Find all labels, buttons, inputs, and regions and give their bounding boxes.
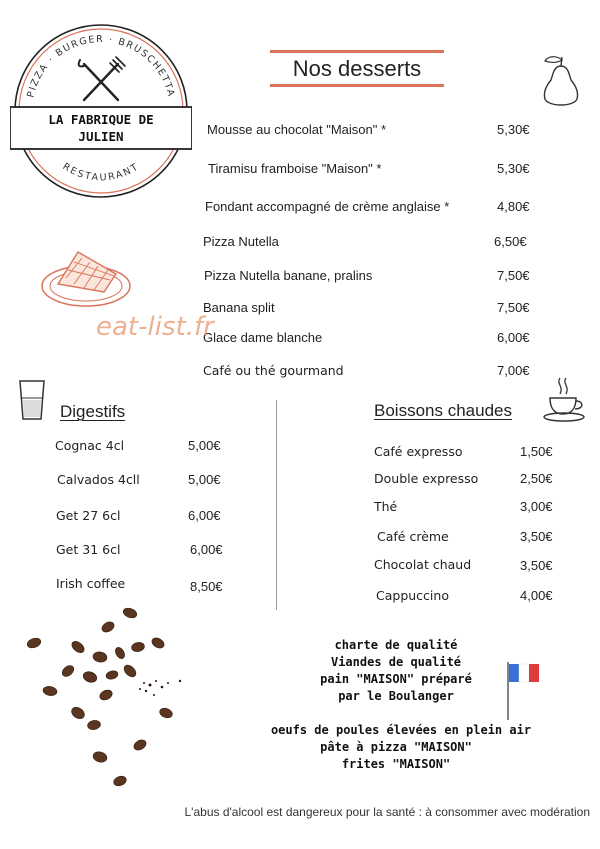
- french-flag-icon: [504, 660, 542, 722]
- glass-icon: [17, 378, 47, 422]
- logo-name-line1: LA FABRIQUE DE: [48, 112, 154, 127]
- dessert-item-price: 7,00€: [497, 363, 530, 378]
- footer-warning: L'abus d'alcool est dangereux pour la santé : à consommer avec modération: [184, 805, 590, 819]
- dessert-item-name: Pizza Nutella banane, pralins: [204, 268, 373, 283]
- boisson-item-name: Thé: [374, 499, 398, 514]
- boisson-item-price: 3,50€: [520, 529, 553, 544]
- boisson-item-name: Café crème: [377, 529, 449, 544]
- boissons-title: Boissons chaudes: [374, 401, 512, 420]
- dessert-item-name: Fondant accompagné de crème anglaise *: [205, 199, 450, 214]
- desserts-title: Nos desserts: [292, 56, 422, 81]
- boisson-item-name: Chocolat chaud: [374, 557, 472, 572]
- digestif-item-price: 8,50€: [190, 579, 223, 594]
- digestif-item-name: Cognac 4cl: [55, 438, 125, 453]
- digestif-item-name: Calvados 4cll: [57, 472, 140, 487]
- digestif-item-price: 5,00€: [188, 472, 221, 487]
- pie-icon: [38, 240, 134, 312]
- quality-line: Viandes de qualité: [330, 655, 462, 669]
- boisson-item-price: 4,00€: [520, 588, 553, 603]
- pear-icon: [536, 52, 586, 110]
- dessert-item-price: 5,30€: [497, 161, 530, 176]
- dessert-item-price: 6,50€: [494, 234, 527, 249]
- restaurant-logo: [10, 20, 192, 202]
- digestif-item-price: 5,00€: [188, 438, 221, 453]
- title-rule-bottom: [270, 84, 444, 87]
- boisson-item-name: Cappuccino: [376, 588, 449, 603]
- boisson-item-price: 1,50€: [520, 444, 553, 459]
- quality-line: pain "MAISON" préparé: [320, 672, 472, 686]
- boisson-item-price: 3,00€: [520, 499, 553, 514]
- svg-text:RESTAURANT: [61, 161, 142, 183]
- dessert-item-price: 6,00€: [497, 330, 530, 345]
- quality-line: oeufs de poules élevées en plein air: [270, 723, 532, 737]
- dessert-item-name: Glace dame blanche: [203, 330, 323, 345]
- dessert-item-name: Banana split: [203, 300, 275, 315]
- boisson-item-name: Double expresso: [374, 471, 479, 486]
- column-divider: [276, 400, 277, 610]
- fork-knife-icon: [79, 57, 125, 100]
- digestifs-title: Digestifs: [60, 402, 126, 421]
- dessert-item-price: 4,80€: [497, 199, 530, 214]
- coffee-cup-icon: [542, 374, 588, 424]
- digestif-item-name: Irish coffee: [56, 576, 126, 591]
- digestif-item-name: Get 31 6cl: [56, 542, 121, 557]
- digestif-item-name: Get 27 6cl: [56, 508, 121, 523]
- dessert-item-name: Mousse au chocolat "Maison" *: [207, 122, 387, 137]
- logo-arc-top: PIZZA · BURGER · BRUSCHETTA: [25, 33, 177, 99]
- watermark-text: eat-list.fr: [96, 312, 214, 342]
- dessert-item-name: Café ou thé gourmand: [203, 363, 344, 378]
- dessert-item-price: 7,50€: [497, 268, 530, 283]
- quality-line: pâte à pizza "MAISON": [320, 740, 472, 754]
- logo-name-line2: JULIEN: [78, 129, 124, 144]
- desserts-title-block: [270, 50, 444, 88]
- boisson-item-price: 2,50€: [520, 471, 553, 486]
- coffee-beans-icon: [20, 605, 195, 795]
- dessert-item-name: Tiramisu framboise "Maison" *: [208, 161, 382, 176]
- digestif-item-price: 6,00€: [190, 542, 223, 557]
- title-rule-top: [270, 50, 444, 53]
- boisson-item-name: Café expresso: [374, 444, 463, 459]
- digestif-item-price: 6,00€: [188, 508, 221, 523]
- dessert-item-price: 5,30€: [497, 122, 530, 137]
- quality-line: charte de qualité: [334, 638, 458, 652]
- quality-line: par le Boulanger: [338, 689, 454, 703]
- logo-arc-bottom: RESTAURANT: [60, 161, 142, 184]
- dessert-item-name: Pizza Nutella: [203, 234, 279, 249]
- boisson-item-price: 3,50€: [520, 558, 553, 573]
- quality-line: frites "MAISON": [341, 757, 451, 771]
- dessert-item-price: 7,50€: [497, 300, 530, 315]
